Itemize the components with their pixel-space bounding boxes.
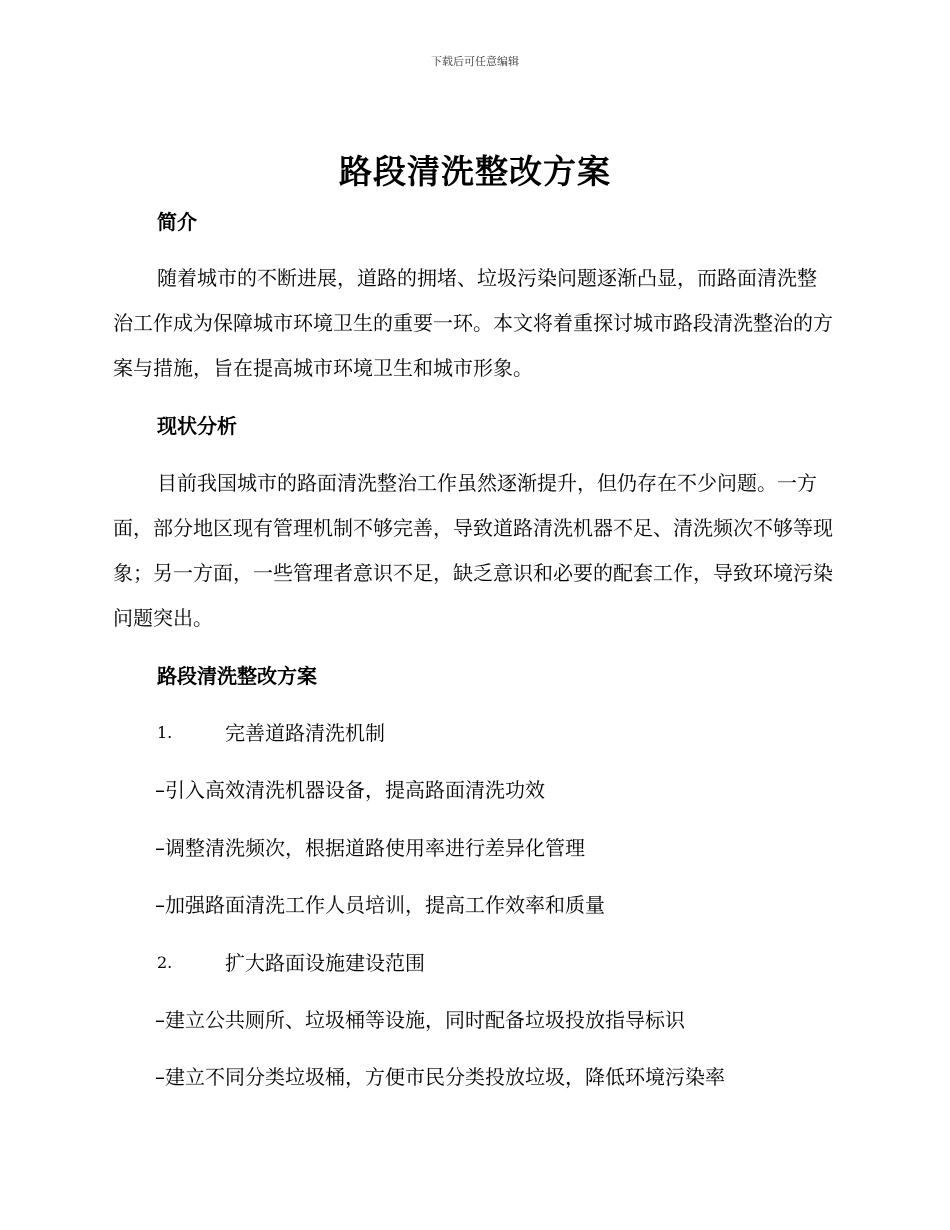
plan-bullet: –引入高效清洗机器设备，提高路面清洗功效 <box>155 778 545 802</box>
plan-bullet: –建立公共厕所、垃圾桶等设施，同时配备垃圾投放指导标识 <box>155 1008 685 1032</box>
intro-paragraph: 随着城市的不断进展，道路的拥堵、垃圾污染问题逐渐凸显，而路面清洗整治工作成为保障城市环境卫生的重要一环。本文将着重探讨城市路段清洗整治的方案与措施，旨在提高城市环境卫生和城市形象。 <box>113 266 833 380</box>
section-heading-plan: 路段清洗整改方案 <box>157 664 317 688</box>
plan-item-title: 扩大路面设施建设范围 <box>225 951 425 975</box>
plan-bullet: –调整清洗频次，根据道路使用率进行差异化管理 <box>155 836 585 860</box>
page-header-note: 下载后可任意编辑 <box>431 55 519 68</box>
plan-bullet: –加强路面清洗工作人员培训，提高工作效率和质量 <box>155 893 605 917</box>
document-title: 路段清洗整改方案 <box>339 152 611 191</box>
plan-item-number: 1. <box>157 723 173 742</box>
plan-item-title: 完善道路清洗机制 <box>225 721 385 745</box>
plan-bullet: –建立不同分类垃圾桶，方便市民分类投放垃圾，降低环境污染率 <box>155 1065 725 1089</box>
plan-item-number: 2. <box>157 953 173 972</box>
section-heading-analysis: 现状分析 <box>157 414 237 438</box>
section-heading-intro: 简介 <box>157 210 197 234</box>
analysis-paragraph: 目前我国城市的路面清洗整治工作虽然逐渐提升，但仍存在不少问题。一方面，部分地区现有管理机制不够完善，导致道路清洗机器不足、清洗频次不够等现象；另一方面，一些管理者意识不足，缺乏意识和必要的配套工作，导致环境污染问题突出。 <box>113 471 833 630</box>
